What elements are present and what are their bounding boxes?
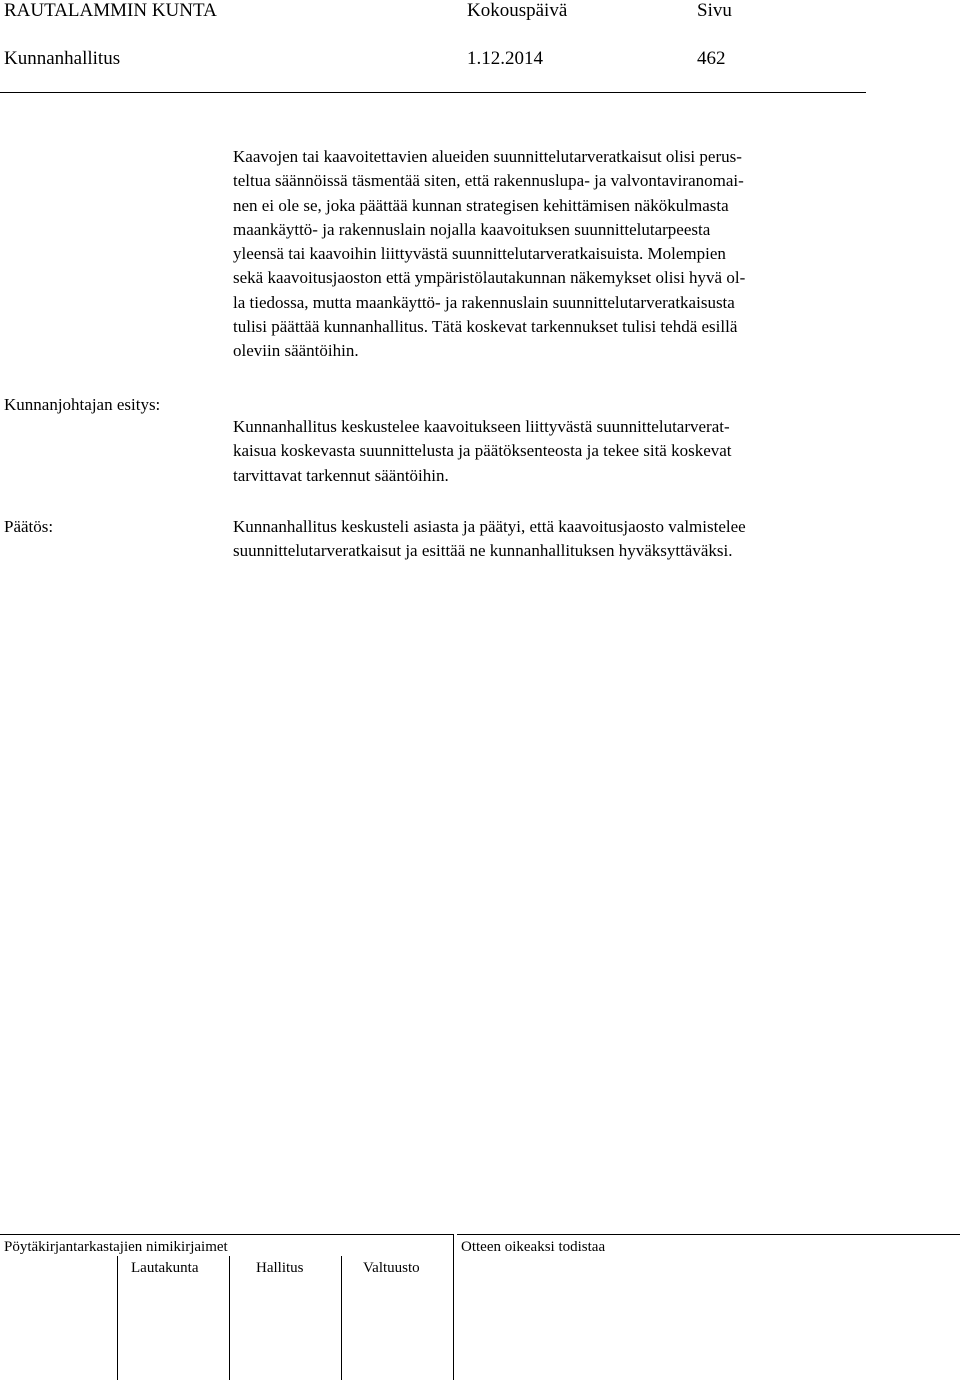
paragraph-line: yleensä tai kaavoihin liittyvästä suunnittelutarveratkaisuista. Molempien	[233, 244, 726, 264]
paragraph-line: maankäyttö- ja rakennuslain nojalla kaavoituksen suunnittelutarpeesta	[233, 219, 711, 239]
certified-label: Otteen oikeaksi todistaa	[461, 1239, 606, 1255]
paragraph-line: tulisi päättää kunnanhallitus. Tätä koskevat tarkennukset tulisi tehdä esillä	[233, 317, 738, 337]
paragraph-line: Kaavojen tai kaavoitettavien alueiden suunnittelutarveratkaisut olisi perus-	[233, 147, 742, 166]
proposal-line: tarvittavat tarkennut sääntöihin.	[233, 465, 449, 485]
decision-text	[233, 515, 873, 564]
paragraph-line: nen ei ole se, joka päättää kunnan strategisen kehittämisen näkökulmasta	[233, 195, 729, 215]
header-rule	[0, 92, 866, 93]
footer-divider-3	[341, 1256, 342, 1380]
proposal-label: Kunnanjohtajan esitys:	[4, 395, 161, 414]
page-label: Sivu	[697, 0, 732, 21]
main-paragraph	[233, 145, 873, 364]
meeting-date-label: Kokouspäivä	[467, 0, 568, 21]
initials-label: Pöytäkirjantarkastajien nimikirjaimet	[4, 1239, 228, 1255]
decision-label: Päätös:	[4, 517, 54, 536]
paragraph-line: sekä kaavoitusjaoston että ympäristölautakunnan näkemykset olisi hyvä ol-	[233, 268, 746, 288]
decision-line: Kunnanhallitus keskusteli asiasta ja päätyi, että kaavoitusjaosto valmistelee	[233, 517, 746, 536]
meeting-date: 1.12.2014	[467, 48, 543, 69]
proposal-text	[233, 415, 873, 488]
municipality-name: RAUTALAMMIN KUNTA	[4, 0, 217, 21]
footer-top-line-left	[0, 1234, 453, 1235]
footer-top-line-right	[457, 1234, 960, 1235]
footer-column-hallitus: Hallitus	[256, 1260, 304, 1276]
footer-divider-2	[229, 1256, 230, 1380]
footer-divider-1	[117, 1256, 118, 1380]
body-name: Kunnanhallitus	[4, 48, 121, 69]
paragraph-line: oleviin sääntöihin.	[233, 341, 359, 361]
paragraph-line: la tiedossa, mutta maankäyttö- ja rakennuslain suunnittelutarveratkaisusta	[233, 292, 735, 312]
footer-column-lautakunta: Lautakunta	[131, 1260, 199, 1276]
footer-divider-4	[453, 1234, 454, 1380]
proposal-line: Kunnanhallitus keskustelee kaavoitukseen liittyvästä suunnittelutarverat-	[233, 417, 730, 436]
decision-line: suunnittelutarveratkaisut ja esittää ne kunnanhallituksen hyväksyttäväksi.	[233, 541, 733, 561]
paragraph-line: teltua säännöissä täsmentää siten, että rakennuslupa- ja valvontaviranomai-	[233, 171, 744, 191]
page-number: 462	[697, 48, 726, 69]
footer-column-valtuusto: Valtuusto	[363, 1260, 420, 1276]
proposal-line: kaisua koskevasta suunnittelusta ja päätöksenteosta ja tekee sitä koskevat	[233, 441, 732, 461]
